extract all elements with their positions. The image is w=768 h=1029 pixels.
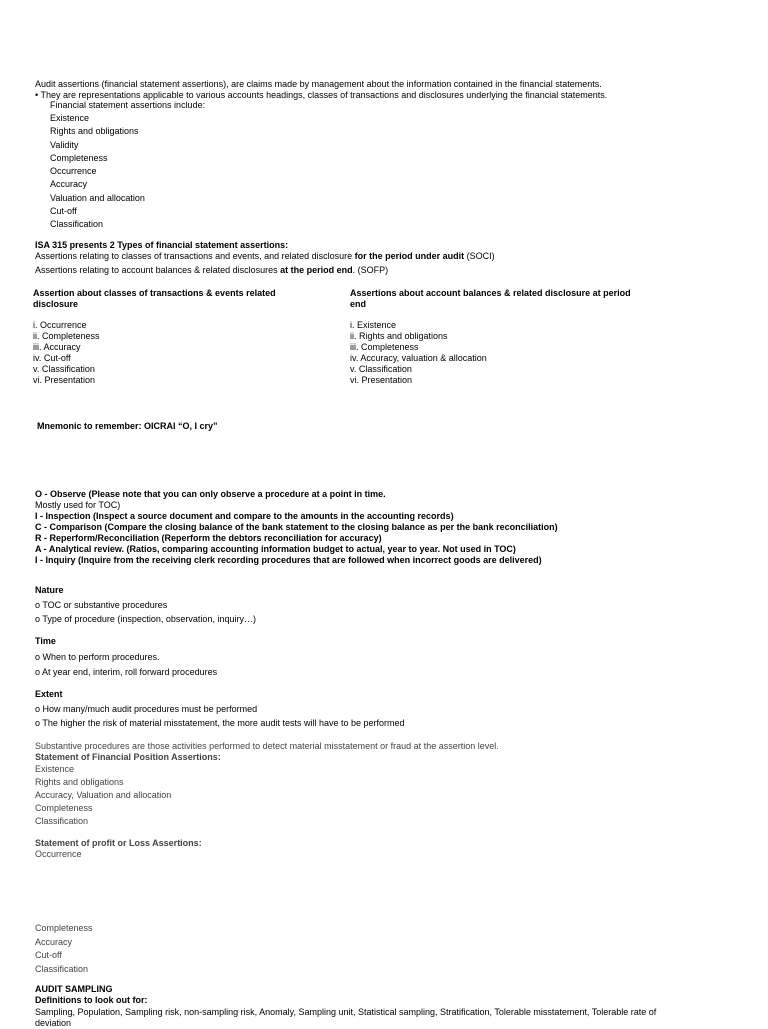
list-item: Classification [35, 816, 89, 826]
list-item: Rights and obligations [50, 126, 139, 137]
sampling-heading: AUDIT SAMPLING [35, 984, 113, 994]
list-item: i. Existence [350, 320, 397, 330]
isa-line-2 [35, 265, 388, 276]
sofp-list [35, 763, 171, 828]
list-item: o At year end, interim, roll forward procedures [35, 667, 218, 677]
list-item: Valuation and allocation [50, 192, 145, 203]
assertion-list [50, 112, 145, 232]
sampling-definitions: Sampling, Population, Sampling risk, non-sampling risk, Anomaly, Sampling unit, Statistical sampling, Stratification, Tolerable misstatement, Tolerable rate of [35, 1007, 657, 1017]
list-item: o Type of procedure (inspection, observation, inquiry…) [35, 614, 256, 624]
list-item: Classification [50, 219, 104, 230]
isa-line-1-text: Assertions relating to classes of transactions and events, and related disclosure [35, 251, 355, 261]
intro-line-1: Audit assertions (financial statement assertions), are claims made by management about the information contained in the financial statements. [35, 79, 602, 89]
mnemonic-observe-note: Mostly used for TOC) [35, 500, 121, 510]
substantive-intro: Substantive procedures are those activities performed to detect material misstatement or fraud at the assertion level. [35, 741, 499, 751]
isa-line-2-text: Assertions relating to account balances & related disclosures [35, 265, 281, 275]
balances-column [350, 288, 640, 386]
mnemonic-observe: O - Observe (Please note that you can only observe a procedure at a point in time. [35, 489, 386, 499]
mnemonic-reperform: R - Reperform/Reconciliation (Reperform the debtors reconciliation for accuracy) [35, 533, 382, 543]
list-item: i. Occurrence [33, 320, 87, 330]
list-item: Cut-off [35, 950, 62, 960]
list-item: ii. Rights and obligations [350, 331, 448, 341]
list-item: Existence [35, 764, 75, 774]
sofp-heading: Statement of Financial Position Assertions: [35, 752, 221, 762]
isa-line-1-emphasis: for the period under audit [354, 251, 465, 261]
list-item: iv. Accuracy, valuation & allocation [350, 353, 487, 363]
mnemonic-inspection: I - Inspection (Inspect a source document and compare to the amounts in the accounting records) [35, 511, 454, 521]
list-item: o TOC or substantive procedures [35, 600, 168, 610]
list-item: vi. Presentation [350, 375, 413, 385]
isa-line-2-emphasis: at the period end [280, 265, 353, 275]
nature-heading: Nature [35, 585, 64, 595]
list-item: o The higher the risk of material misstatement, the more audit tests will have to be performed [35, 718, 405, 728]
mnemonic-title: Mnemonic to remember: OICRAI “O, I cry” [37, 421, 218, 431]
transactions-assertion-list [33, 320, 323, 386]
sampling-definitions-cut: deviation [35, 1018, 72, 1028]
list-item: Accuracy, Valuation and allocation [35, 790, 172, 800]
isa-heading: ISA 315 presents 2 Types of financial statement assertions: [35, 240, 289, 250]
list-item: o When to perform procedures. [35, 652, 160, 662]
list-item: ii. Completeness [33, 331, 100, 341]
list-item: Cut-off [50, 206, 77, 217]
balances-assertion-list [350, 320, 640, 386]
sampling-subheading: Definitions to look out for: [35, 995, 148, 1005]
list-item: Completeness [35, 923, 93, 933]
list-item: v. Classification [33, 364, 95, 374]
transactions-column [33, 288, 323, 386]
list-item: Validity [50, 139, 79, 150]
list-item: Accuracy [35, 936, 73, 947]
time-heading: Time [35, 636, 56, 646]
list-item: Occurrence [35, 849, 82, 859]
list-item: Completeness [50, 152, 108, 163]
list-item: iii. Completeness [350, 342, 419, 352]
transactions-column-heading: Assertion about classes of transactions & events related disclosure [33, 288, 276, 309]
mnemonic-analytical: A - Analytical review. (Ratios, comparing accounting information budget to actual, year to year. Not used in TOC) [35, 544, 516, 554]
list-item: Occurrence [50, 166, 97, 177]
list-item: Classification [35, 963, 89, 974]
list-item: Completeness [35, 803, 93, 813]
list-item: Rights and obligations [35, 777, 124, 787]
balances-column-heading: Assertions about account balances & related disclosure at period end [350, 288, 631, 309]
list-item: iv. Cut-off [33, 353, 71, 363]
mnemonic-comparison: C - Comparison (Compare the closing balance of the bank statement to the closing balance as per the bank reconciliation) [35, 522, 558, 532]
intro-line-2: • They are representations applicable to various accounts headings, classes of transactions and disclosures underlying the financial statements. [35, 90, 608, 100]
list-item: o How many/much audit procedures must be performed [35, 704, 258, 714]
list-item: Existence [50, 113, 90, 123]
list-item: iii. Accuracy [33, 342, 81, 352]
list-item: Accuracy [50, 179, 88, 190]
isa-line-1-suffix: (SOCI) [464, 251, 495, 261]
intro-line-3: Financial statement assertions include: [50, 100, 206, 110]
extent-heading: Extent [35, 689, 63, 699]
list-item: v. Classification [350, 364, 412, 374]
mnemonic-inquiry: I - Inquiry (Inquire from the receiving clerk recording procedures that are followed when incorrect goods are delivered) [35, 555, 542, 565]
isa-line-1 [35, 251, 495, 262]
isa-line-2-suffix: . (SOFP) [352, 265, 389, 275]
pl-heading: Statement of profit or Loss Assertions: [35, 838, 202, 848]
list-item: vi. Presentation [33, 375, 96, 385]
pl-list [35, 922, 93, 976]
